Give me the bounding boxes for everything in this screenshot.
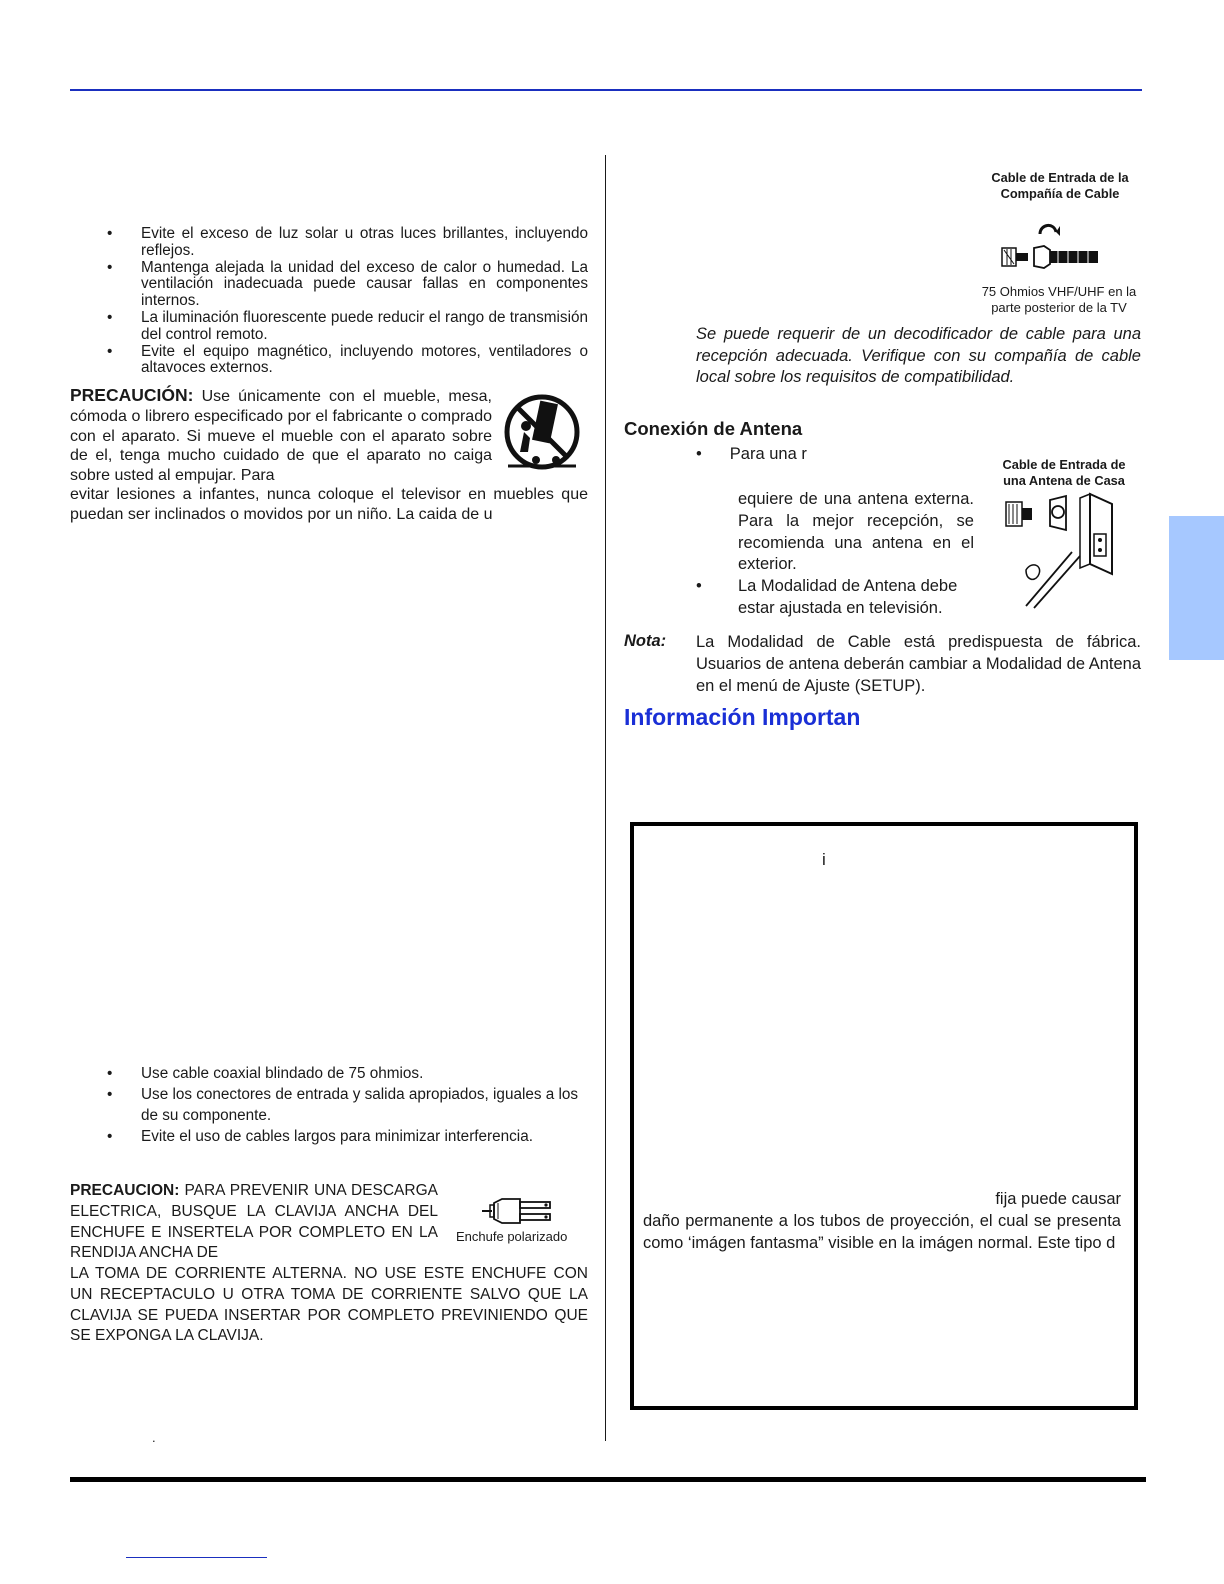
decoder-note: Se puede requerir de un decodificador de cable para una recepción adecuada. Verifique con su compañía de cable local sobre los requisitos de compatibilidad. <box>696 325 1141 387</box>
header-rule <box>70 89 1142 91</box>
list-item: • La iluminación fluorescente puede reducir el rango de transmisión del control remoto. <box>107 308 588 343</box>
precaution-continuation: evitar lesiones a infantes, nunca coloque el televisor en muebles que puedan ser inclinados o movidos por un niño. La caida de u <box>70 486 588 523</box>
cart-tipover-warning-icon <box>500 392 584 472</box>
precaution-electric-continuation: LA TOMA DE CORRIENTE ALTERNA. NO USE ESTE ENCHUFE CON UN RECEPTACULO U OTRA TOMA DE CORRIENTE SALVO QUE LA CLAVIJA SE PUEDA INSERTAR POR COMPLETO PREVINIENDO QUE SE EXPONGA LA CLAVIJA. <box>70 1265 588 1345</box>
environment-bullets <box>70 226 588 377</box>
note-label: Nota: <box>624 632 667 650</box>
antenna-section-title: Conexión de Antena <box>624 418 803 439</box>
antenna-caption: Cable de Entrada de una Antena de Casa <box>1002 457 1126 488</box>
antenna-bullet-1: • Para una r <box>696 445 807 463</box>
precaution-electric <box>70 1181 438 1264</box>
column-divider <box>605 155 606 1441</box>
footer-link-underline[interactable] <box>126 1557 267 1558</box>
precaution-label: PRECAUCIÓN: <box>70 385 194 405</box>
box-text <box>643 1189 1121 1254</box>
warning-box <box>630 822 1138 1410</box>
list-item: • La Modalidad de Antena debe estar ajustada en televisión. <box>696 577 958 617</box>
list-item: • Evite el equipo magnético, incluyendo motores, ventiladores o altavoces externos. <box>107 342 588 377</box>
antenna-wall-jack-icon <box>1000 490 1120 610</box>
precaution-furniture <box>70 386 492 486</box>
precaution-text: Use únicamente con el mueble, mesa, cómoda o librero especificado por el fabricante o comprado con el aparato. Si mueve el mueble con el aparato sobre de el, tenga mucho cuidado de que el aparato no caiga sobre usted al empujar. Para <box>70 388 493 485</box>
list-item: • Mantenga alejada la unidad del exceso de calor o humedad. La ventilación inadecuada puede causar fallas en componentes internos. <box>107 258 588 310</box>
cable-bullets <box>70 1063 588 1147</box>
antenna-paragraph: equiere de una antena externa. Para la mejor recepción, se recomienda una antena en el exterior. <box>738 490 974 574</box>
box-text-first-line: fija puede causar <box>995 1190 1121 1208</box>
important-info-title: Información Importan <box>624 704 861 730</box>
coaxial-cable-icon <box>998 220 1104 272</box>
box-text-fragment: i <box>822 850 826 869</box>
list-item: • Evite el uso de cables largos para minimizar interferencia. <box>107 1128 533 1145</box>
polarized-plug-icon <box>480 1193 558 1229</box>
cable-input-caption: Cable de Entrada de la Compañía de Cable <box>991 170 1129 201</box>
section-tab[interactable] <box>1169 516 1224 660</box>
list-item: • Use cable coaxial blindado de 75 ohmios. <box>107 1065 424 1082</box>
precaution-label: PRECAUCION: <box>70 1182 180 1199</box>
list-item: • Evite el exceso de luz solar u otras luces brillantes, incluyendo reflejos. <box>107 225 588 259</box>
box-text-body: daño permanente a los tubos de proyección, el cual se presenta como ‘imágen fantasma” visible en la imágen normal. Este tipo d <box>643 1211 1121 1252</box>
footer-rule <box>70 1477 1146 1482</box>
plug-caption: Enchufe polarizado <box>456 1229 568 1244</box>
precaution-text: PARA PREVENIR UNA DESCARGA ELECTRICA, BUSQUE LA CLAVIJA ANCHA DEL ENCHUFE E INSERTELA POR COMPLETO EN LA RENDIJA ANCHA DE <box>70 1182 438 1262</box>
stray-mark: . <box>152 1430 156 1445</box>
list-item: • Use los conectores de entrada y salida apropiados, iguales a los de su componente. <box>107 1086 579 1124</box>
antenna-bullet-2 <box>696 576 974 620</box>
note-text: La Modalidad de Cable está predispuesta de fábrica. Usuarios de antena deberán cambiar a Modalidad de Antena en el menú de Ajuste (SETUP). <box>696 633 1141 695</box>
ohm-caption: 75 Ohmios VHF/UHF en la parte posterior de la TV <box>981 284 1137 315</box>
